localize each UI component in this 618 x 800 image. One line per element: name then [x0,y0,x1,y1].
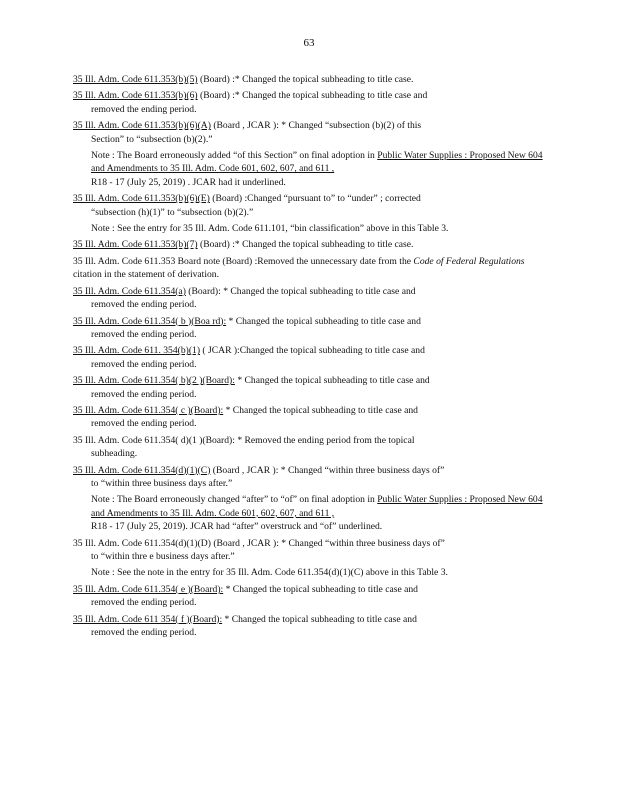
entry-2 [73,89,548,116]
entry-continuation: removed the ending period. [91,597,197,609]
note-text: Note : The Board erroneously changed “after” to “of” on final adoption in [91,494,378,506]
entry-text: * Changed the topical subheading to title case and [222,613,417,625]
entry-ref: 35 Ill. Adm. Code 611.354(d)(1)(D) [73,537,211,549]
entry-9 [73,344,548,371]
entry-continuation: subheading. [91,448,138,460]
note-3 [73,493,548,533]
note-citation: Public Water Supplies : Proposed New 604 and Amendments to 35 Ill. Adm. Code 601, 602, 607, and 611 , [91,150,543,175]
note-continuation: R18 - 17 (July 25, 2019) . JCAR had it underlined. [91,176,286,188]
entry-ref: 35 Ill. Adm. Code 611.354( b )(Boa rd): [73,315,227,327]
entry-ref: 35 Ill. Adm. Code 611.354( d)(1 )(Board): [73,434,235,446]
entry-text: * Removed the ending period from the topical [234,434,415,446]
entry-10 [73,374,548,401]
entry-ref: 35 Ill. Adm. Code 611.353(b)(6)(E) [73,193,210,205]
entry-ref: 35 Ill. Adm. Code 611.354(d)(1)(C) [73,464,211,476]
entry-continuation: removed the ending period. [91,418,197,430]
note-4: Note : See the note in the entry for 35 Ill. Adm. Code 611.354(d)(1)(C) above in this Table 3. [91,567,448,579]
entry-4 [73,192,548,219]
entry-ref: 35 Ill. Adm. Code 611.353 Board note (Board) :Removed the unnecessary date from the [73,255,412,267]
entry-text: (Board) :* Changed the topical subheading to title case and [197,90,428,102]
entry-text: * Changed the topical subheading to title case and [223,583,418,595]
page-number: 63 [303,37,315,49]
note-2: Note : See the entry for 35 Ill. Adm. Code 611.101, “bin classification” above in this Table 3. [91,223,449,235]
entry-ref: 35 Ill. Adm. Code 611.354( b)(2 )(Board): [73,375,235,387]
entry-11 [73,404,548,431]
entry-continuation: removed the ending period. [91,358,197,370]
entry-16 [73,613,548,640]
note-citation: Public Water Supplies : Proposed New 604 and Amendments to 35 Ill. Adm. Code 601, 602, 607, and 611 , [91,494,543,519]
entry-text: (Board): * Changed the topical subheading to title case and [185,285,416,297]
entry-ref: 35 Ill. Adm. Code 611. 354(b)(1) [73,345,201,357]
entry-continuation: Section” to “subsection (b)(2).” [91,133,213,145]
entry-13 [73,464,548,491]
entry-text: * Changed the topical subheading to title case and [223,404,418,416]
entry-ref: 35 Ill. Adm. Code 611.354(a) [73,285,186,297]
entry-continuation: removed the ending period. [91,627,197,639]
entry-ref: 35 Ill. Adm. Code 611.353(b)(7) [73,239,198,251]
entry-14 [73,537,548,564]
entry-text: citation in the statement of derivation. [73,269,219,281]
entry-italic-text: Code of Federal Regulations [413,255,525,267]
entry-15 [73,583,548,610]
entry-continuation: removed the ending period. [91,103,197,115]
entry-text: (Board) :Changed “pursuant to” to “under” ; corrected [209,193,421,205]
entry-ref: 35 Ill. Adm. Code 611.353(b)(6)(A) [73,120,211,132]
entry-continuation: to “within thre e business days after.” [91,551,235,562]
entry-text: (Board , JCAR ): * Changed “subsection (b)(2) of this [210,120,422,132]
entry-continuation: removed the ending period. [91,299,197,311]
entry-text: * Changed the topical subheading to title case and [234,375,430,387]
entry-7 [73,285,548,312]
entry-ref: 35 Ill. Adm. Code 611.353(b)(5) [73,74,198,85]
entry-text: (Board , JCAR ): * Changed “within three business days of” [210,464,445,476]
entry-12 [73,434,548,461]
entry-text: (Board) :* Changed the topical subheading to title case. [197,239,414,251]
entry-3 [73,119,548,146]
entry-6 [73,255,548,282]
entry-ref: 35 Ill. Adm. Code 611.354( e )(Board): [73,583,224,595]
entry-5 [73,238,548,251]
amendments-table [73,73,548,642]
entry-continuation: removed the ending period. [91,328,197,340]
entry-text: * Changed the topical subheading to title case and [226,315,421,327]
entry-text: ( JCAR ):Changed the topical subheading to title case and [200,345,425,357]
entry-ref: 35 Ill. Adm. Code 611.353(b)(6) [73,90,198,102]
note-continuation: R18 - 17 (July 25, 2019). JCAR had “after” overstruck and “of” underlined. [91,521,383,533]
entry-ref: 35 Ill. Adm. Code 611.354( c )(Board): [73,404,224,416]
note-1 [73,149,548,189]
entry-continuation: to “within three business days after.” [91,477,233,489]
entry-continuation: “subsection (h)(1)” to “subsection (b)(2).” [91,206,254,218]
entry-ref: 35 Ill. Adm. Code 611 354( f )(Board): [73,613,223,625]
note-text: Note : The Board erroneously added “of this Section” on final adoption in [91,150,378,162]
entry-text: (Board , JCAR ): * Changed “within three business days of” [210,537,445,549]
entry-continuation: removed the ending period. [91,388,197,400]
entry-1 [73,73,548,86]
entry-8 [73,315,548,342]
entry-text: (Board) :* Changed the topical subheading to title case. [197,74,414,85]
